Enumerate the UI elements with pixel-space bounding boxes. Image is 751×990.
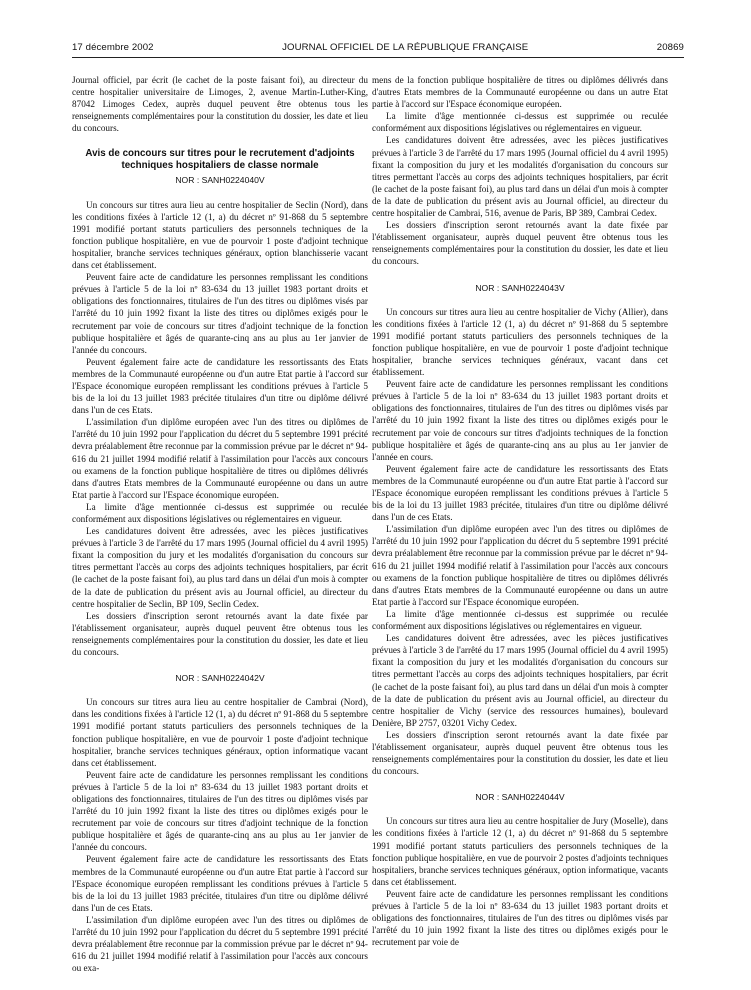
paragraph: Les candidatures doivent être adressées, avec les pièces justificatives prévues à l'article 3 de l'arrêté du 17 mars 1995 (Journal officiel du 4 avril 1995) fixant la composition du jury et les modalités d'organisation du concours sur titres permettant l'accès au corps des adjoints techniques hospitaliers, par écrit (le cachet de la poste faisant foi), au plus tard dans un délai d'un mois à compter de la date de publication du présent avis au Journal officiel, au directeur du centre hospitalier de Vichy (service des ressources humaines), boulevard Denière, BP 2757, 03201 Vichy Cedex. [372,633,668,728]
page-header [72,42,684,53]
header-date: 17 décembre 2002 [72,42,154,53]
paragraph: La limite d'âge mentionnée ci-dessus est supprimée ou reculée conformément aux dispositions législatives ou réglementaires en vigueur. [72,501,368,524]
paragraph: Un concours sur titres aura lieu au centre hospitalier de Seclin (Nord), dans les conditions fixées à l'article 12 (1, a) du décret nº 91-868 du 5 septembre 1991 modifié portant statuts particuliers des personnels techniques de la fonction publique hospitalière, en vue de pourvoir 1 poste d'adjoint technique hospitalier, branche services techniques généraux, option blanchisserie vacant dans cet établissement. [72,199,368,271]
paragraph: La limite d'âge mentionnée ci-dessus est supprimée ou reculée conformément aux dispositions législatives ou réglementaires en vigueur. [372,608,668,632]
paragraph: Un concours sur titres aura lieu au centre hospitalier de Cambrai (Nord), dans les conditions fixées à l'article 12 (1, a) du décret nº 91-868 du 5 septembre 1991 modifié portant statuts particuliers des personnels techniques de la fonction publique hospitalière, en vue de pourvoir 1 poste d'adjoint technique hospitalier, branche services techniques généraux, option informatique vacant dans cet établissement. [72,697,368,768]
notice-title: Avis de concours sur titres pour le recrutement d'adjoints techniques hospitaliers de classe normale [85,148,355,172]
header-rule [72,57,684,58]
paragraph: Les candidatures doivent être adressées, avec les pièces justificatives prévues à l'article 3 de l'arrêté du 17 mars 1995 (Journal officiel du 4 avril 1995) fixant la composition du jury et les modalités d'organisation du concours sur titres permettant l'accès au corps des adjoints techniques hospitaliers, par écrit (le cachet de la poste faisant foi), au plus tard dans un délai d'un mois à compter de la date de publication du présent avis au Journal officiel, au directeur du centre hospitalier de Cambrai, 516, avenue de Paris, BP 389, Cambrai Cedex. [372,135,668,219]
paragraph: mens de la fonction publique hospitalière de titres ou diplômes délivrés dans d'autres Etats membres de la Communauté européenne ou dans un autre Etat partie à l'accord sur l'Espace économique européen. [372,75,668,110]
header-journal-title: JOURNAL OFFICIEL DE LA RÉPUBLIQUE FRANÇAISE [282,42,529,53]
left-column [72,74,368,974]
paragraph: Un concours sur titres aura lieu au centre hospitalier de Jury (Moselle), dans les conditions fixées à l'article 12 (1, a) du décret nº 91-868 du 5 septembre 1991 modifié portant statuts particuliers des personnels techniques de la fonction publique hospitalière, en vue de pourvoir 2 postes d'adjoints techniques hospitaliers, branche services techniques généraux, option informatique, vacants dans cet établissement. [372,816,668,887]
paragraph: Les dossiers d'inscription seront retournés avant la date fixée par l'établissement organisateur, auprès duquel peuvent être obtenus tous les renseignements complémentaires pour la constitution du dossier, les date et lieu du concours. [372,220,668,267]
paragraph: Peuvent faire acte de candidature les personnes remplissant les conditions prévues à l'article 5 de la loi nº 83-634 du 13 juillet 1983 portant droits et obligations des fonctionnaires, titulaires de l'un des titres ou diplômes visés par l'arrêté du 10 juin 1992 fixant la liste des titres ou diplômes exigés pour le recrutement par voie de [372,888,668,948]
paragraph: Les candidatures doivent être adressées, avec les pièces justificatives prévues à l'article 3 de l'arrêté du 17 mars 1995 (Journal officiel du 4 avril 1995) fixant la composition du jury et les modalités d'organisation du concours sur titres permettant l'accès au corps des adjoints techniques hospitaliers, par écrit (le cachet de la poste faisant foi), au plus tard dans un délai d'un mois à compter de la date de publication du présent avis au Journal officiel, au directeur du centre hospitalier de Seclin, BP 109, Seclin Cedex. [72,526,368,609]
paragraph: L'assimilation d'un diplôme européen avec l'un des titres ou diplômes de l'arrêté du 10 juin 1992 pour l'application du décret du 5 septembre 1991 précité devra préalablement être reconnue par la commission prévue par le décret nº 94-616 du 21 juillet 1994 modifié relatif à l'assimilation pour l'accès aux concours ou examens de la fonction publique hospitalière de titres ou diplômes délivrés dans d'autres Etats membres de la Communauté européenne ou dans un autre Etat partie à l'accord sur l'Espace économique européen. [72,417,368,500]
intro-paragraph: Journal officiel, par écrit (le cachet de la poste faisant foi), au directeur du centre hospitalier universitaire de Limoges, 2, avenue Martin-Luther-King, 87042 Limoges Cedex, auprès duquel peuvent être obtenus tous les renseignements complémentaires pour la constitution du dossier, les date et lieu du concours. [72,75,368,134]
paragraph: La limite d'âge mentionnée ci-dessus est supprimée ou reculée conformément aux dispositions législatives ou réglementaires en vigueur. [372,111,668,134]
paragraph: Peuvent également faire acte de candidature les ressortissants des Etats membres de la Communauté européenne ou d'un autre Etat partie à l'accord sur l'Espace économique européen remplissant les conditions prévues à l'article 5 bis de la loi du 13 juillet 1983 précitée titulaires d'un titre ou diplôme délivré dans l'un de ces Etats. [72,356,368,416]
header-page-number: 20869 [656,42,684,53]
nor-reference: NOR : SANH0224043V [475,282,565,293]
paragraph: Peuvent faire acte de candidature les personnes remplissant les conditions prévues à l'article 5 de la loi nº 83-634 du 13 juillet 1983 portant droits et obligations des fonctionnaires, titulaires de l'un des titres ou diplômes visés par l'arrêté du 10 juin 1992 fixant la liste des titres ou diplômes exigés pour le recrutement par voie de concours sur titres d'adjoints techniques de la fonction publique hospitalière et âgés de quarante-cinq ans au plus au 1er janvier de l'année en cours. [372,379,668,462]
paragraph: Peuvent faire acte de candidature les personnes remplissant les conditions prévues à l'article 5 de la loi nº 83-634 du 13 juillet 1983 portant droits et obligations des fonctionnaires, titulaires de l'un des titres ou diplômes visés par l'arrêté du 10 juin 1992 fixant la liste des titres ou diplômes exigés pour le recrutement par voie de concours sur titres d'adjoint technique de la fonction publique hospitalière et âgés de quarante-cinq ans au plus au 1er janvier de l'année du concours. [72,272,368,355]
paragraph: Un concours sur titres aura lieu au centre hospitalier de Vichy (Allier), dans les conditions fixées à l'article 12 (1, a) du décret nº 91-868 du 5 septembre 1991 modifié portant statuts particuliers des personnels techniques de la fonction publique hospitalière, en vue de pourvoir 1 poste d'adjoint technique hospitalier, branche services techniques généraux, vacant dans cet établissement. [372,306,668,378]
nor-reference: NOR : SANH0224044V [475,792,565,803]
paragraph: Peuvent faire acte de candidature les personnes remplissant les conditions prévues à l'article 5 de la loi nº 83-634 du 13 juillet 1983 portant droits et obligations des fonctionnaires, titulaires de l'un des titres ou diplômes visés par l'arrêté du 10 juin 1992 fixant la liste des titres ou diplômes exigés pour le recrutement par voie de concours sur titres d'adjoint technique de la fonction publique hospitalière et âgés de quarante-cinq ans au plus au 1er janvier de l'année du concours. [72,769,368,853]
paragraph: L'assimilation d'un diplôme européen avec l'un des titres ou diplômes de l'arrêté du 10 juin 1992 pour l'application du décret du 5 septembre 1991 précité devra préalablement être reconnue par la commission prévue par le décret nº 94-616 du 21 juillet 1994 modifié relatif à l'assimilation pour l'accès aux concours ou examens de la fonction publique hospitalière de titres ou diplômes délivrés dans d'autres Etats membres de la Communauté européenne ou dans un autre Etat partie à l'accord sur l'Espace économique européen. [372,524,668,607]
paragraph: Peuvent également faire acte de candidature les ressortissants des Etats membres de la Communauté européenne ou d'un autre Etat partie à l'accord sur l'Espace économique européen remplissant les conditions prévues à l'article 5 bis de la loi du 13 juillet 1983 précitée, titulaires d'un titre ou diplôme délivré dans l'un de ces Etats. [72,854,368,913]
paragraph: Peuvent également faire acte de candidature les ressortissants des Etats membres de la Communauté européenne ou d'un autre Etat partie à l'accord sur l'Espace économique européen remplissant les conditions prévues à l'article 5 bis de la loi du 13 juillet 1983 précitée, titulaires d'un titre ou diplôme délivré dans l'un de ces Etats. [372,463,668,523]
paragraph: L'assimilation d'un diplôme européen avec l'un des titres ou diplômes de l'arrêté du 10 juin 1992 pour l'application du décret du 5 septembre 1991 précité devra préalablement être reconnue par la commission prévue par le décret nº 94-616 du 21 juillet 1994 modifié relatif à l'assimilation pour l'accès aux concours ou exa- [72,914,368,974]
nor-reference: NOR : SANH0224042V [175,673,265,684]
paragraph: Les dossiers d'inscription seront retournés avant la date fixée par l'établissement organisateur, auprès duquel peuvent être obtenus tous les renseignements complémentaires pour la constitution du dossier, les date et lieu du concours. [372,729,668,777]
right-column [372,74,668,948]
nor-reference: NOR : SANH0224040V [175,175,265,186]
paragraph: Les dossiers d'inscription seront retournés avant la date fixée par l'établissement organisateur, auprès duquel peuvent être obtenus tous les renseignements complémentaires pour la constitution du dossier, les date et lieu du concours. [72,610,368,658]
